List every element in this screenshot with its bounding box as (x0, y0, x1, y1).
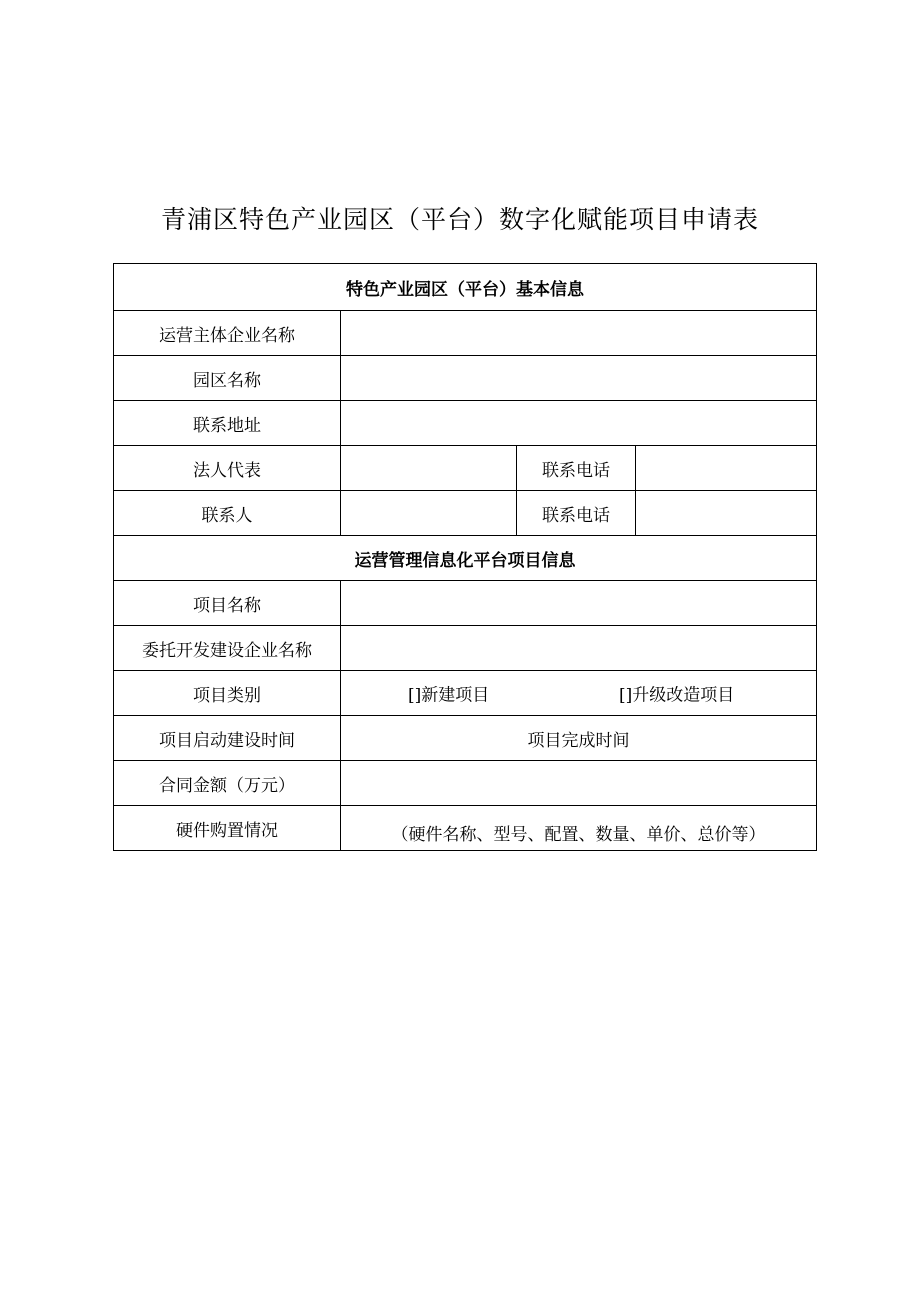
label-contact-person: 联系人 (114, 491, 341, 536)
field-park-name[interactable] (341, 356, 817, 401)
checkbox-new-project[interactable]: []新建项目 (408, 685, 490, 706)
field-project-name[interactable] (341, 581, 817, 626)
field-hardware-purchase[interactable] (341, 806, 817, 851)
label-contract-amount: 合同金额（万元） (114, 761, 341, 806)
label-start-time: 项目启动建设时间 (114, 716, 341, 761)
label-legal-representative: 法人代表 (114, 446, 341, 491)
checkbox-upgrade-project[interactable]: []升级改造项目 (619, 685, 735, 706)
field-developer-company[interactable] (341, 626, 817, 671)
label-phone-legal: 联系电话 (517, 446, 636, 491)
field-contract-amount[interactable] (341, 761, 817, 806)
label-finish-time: 项目完成时间 (341, 716, 817, 761)
field-contact-address[interactable] (341, 401, 817, 446)
field-contact-person[interactable] (341, 491, 517, 536)
label-operator-company: 运营主体企业名称 (114, 311, 341, 356)
label-developer-company: 委托开发建设企业名称 (114, 626, 341, 671)
label-hardware-purchase: 硬件购置情况 (114, 806, 341, 851)
section-project-info-header: 运营管理信息化平台项目信息 (114, 536, 817, 581)
field-phone-legal[interactable] (636, 446, 817, 491)
form-title: 青浦区特色产业园区（平台）数字化赋能项目申请表 (160, 205, 759, 234)
label-project-type: 项目类别 (114, 671, 341, 716)
field-operator-company[interactable] (341, 311, 817, 356)
field-legal-representative[interactable] (341, 446, 517, 491)
label-park-name: 园区名称 (114, 356, 341, 401)
label-project-name: 项目名称 (114, 581, 341, 626)
field-project-type (341, 671, 817, 716)
hardware-hint: （硬件名称、型号、配置、数量、单价、总价等） (391, 825, 766, 845)
application-form-table (113, 263, 817, 851)
section-basic-info-header: 特色产业园区（平台）基本信息 (114, 264, 817, 311)
field-phone-contact[interactable] (636, 491, 817, 536)
label-phone-contact: 联系电话 (517, 491, 636, 536)
label-contact-address: 联系地址 (114, 401, 341, 446)
